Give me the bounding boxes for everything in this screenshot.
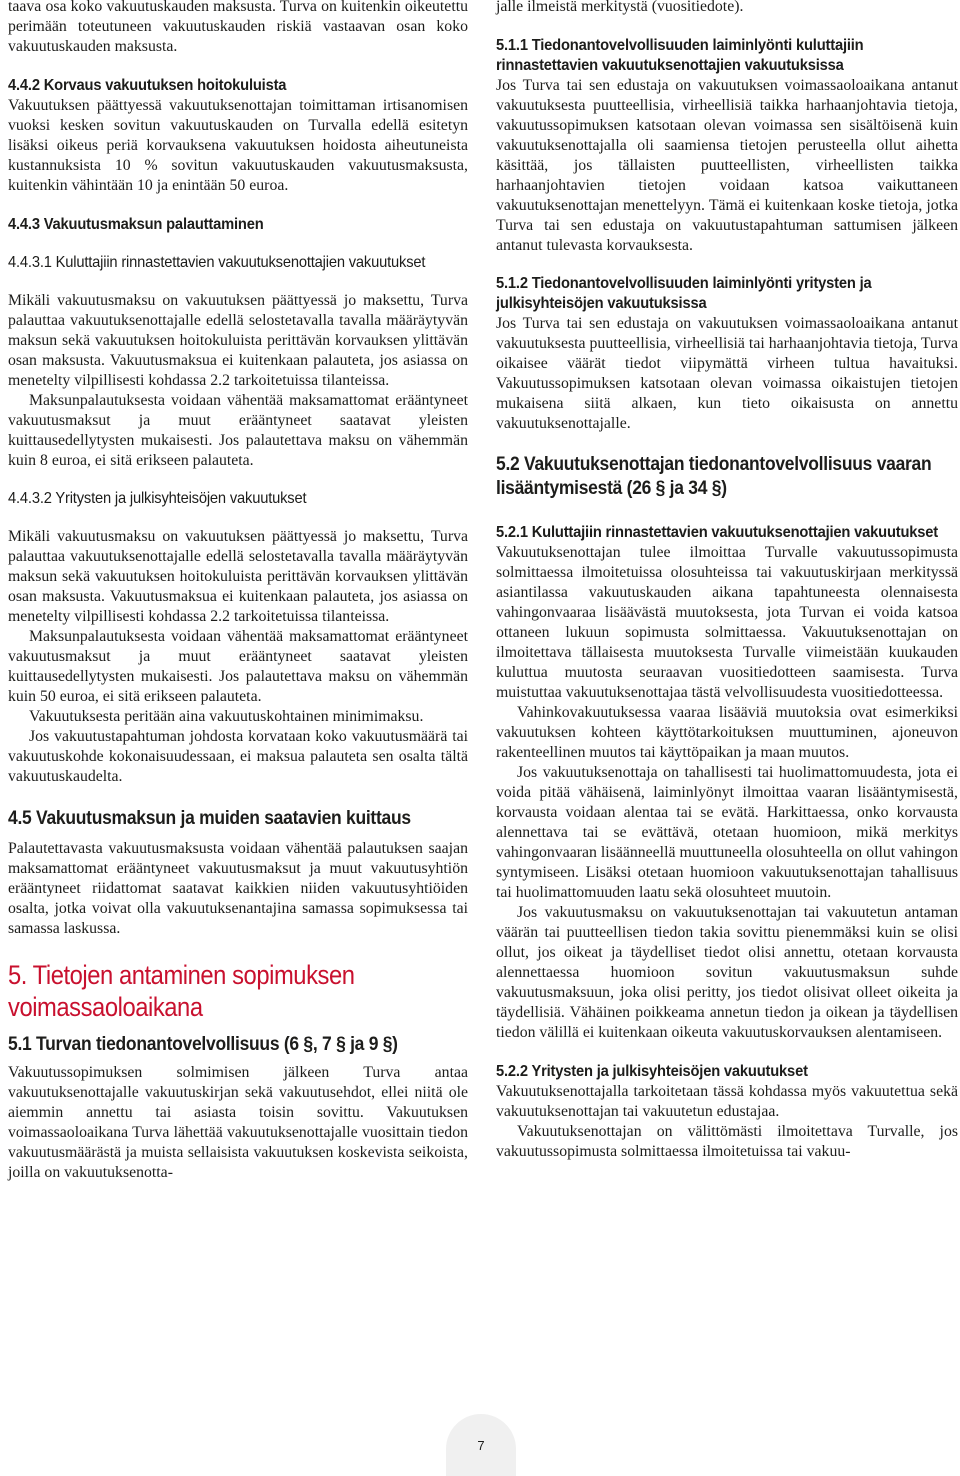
- section-4-4-2-paragraph: Vakuutuksen päättyessä vakuutuksenottajan toimittaman irtisanomisen vuoksi kesken sovitun vakuutuskauden on Turvalla edellä esitetyn lisäksi oikeus periä korvauksena vakuutuksen hoidosta aiheutuneista kustannuksista 10 % sovitun vakuutuskauden vakuutusmaksusta, kuitenkin vähintään 10 ja enintään 50 euroa.: [8, 97, 468, 194]
- section-4-4-3-2-paragraph-2: Maksunpalautuksesta voidaan vähentää maksamattomat erääntyneet vakuutusmaksut ja muut erääntyneet saatavat yleisten kuittausedellytysten mukaisesti. Jos palautettava maksu on vähemmän kuin 50 euroa, ei sitä erikseen palauteta.: [8, 628, 468, 705]
- section-5-2-2-heading: 5.2.2 Yritysten ja julkisyhteisöjen vakuutukset: [496, 1063, 808, 1080]
- section-4-5-paragraph: Palautettavasta vakuutusmaksusta voidaan vähentää palautuksen saajan maksamattomat erääntyneet vakuutusmaksut ja muut vakuutusyhtiön erääntyneet riidattomat saatavat kaikkien niiden vakuutusyhtiöiden osalta, jotka voivat olla vakuutuksenantajina samassa sopimuksessa tai samassa laskussa.: [8, 840, 468, 937]
- section-4-4-3-2-heading: 4.4.3.2 Yritysten ja julkisyhteisöjen vakuutukset: [8, 490, 307, 507]
- section-4-4-3-2-paragraph-1: Mikäli vakuutusmaksu on vakuutuksen päättyessä jo maksettu, Turva palauttaa vakuutuksenottajalle edellä selostetavalla tavalla määräytyvän maksun sekä vakuutuksen hoitokuluista perittävän korvauksen ylittävän osan maksusta. Vakuutusmaksua ei kuitenkaan palauteta, jos asiassa on menetelty vilpillisesti kohdassa 2.2 tarkoitetuissa tilanteissa.: [8, 528, 468, 625]
- section-5-1-2-paragraph: Jos Turva tai sen edustaja on vakuutuksen voimassaoloaikana antanut vakuutuksesta puutteellisia, virheellisiä tai harhaanjohtavia tietoja, Turva oikaisee väärät tiedot viipymättä virheen tultua havaituksi. Vakuutussopimuksen katsotaan olevan voimassa oikaistujen tietojen mukaisena siitä alkaen, kun tieto oikaisusta on annettu vakuutuksenottajalle.: [496, 315, 958, 432]
- continuation-paragraph: jalle ilmeistä merkitystä (vuositiedote).: [496, 0, 744, 15]
- section-5-heading: 5. Tietojen antaminen sopimuksen voimassaoloaikana: [8, 960, 355, 1022]
- section-4-4-3-1-paragraph-1: Mikäli vakuutusmaksu on vakuutuksen päättyessä jo maksettu, Turva palauttaa vakuutuksenottajalle edellä selostetavalla tavalla määräytyvän maksun sekä vakuutuksen hoitokuluista perittävän korvauksen ylittävän osan maksusta. Vakuutusmaksua ei kuitenkaan palauteta, jos asiassa on menetelty vilpillisesti kohdassa 2.2 tarkoitetuissa tilanteissa.: [8, 292, 468, 389]
- right-column: [496, 0, 958, 1162]
- page-number: 7: [446, 1414, 516, 1476]
- section-5-2-2-paragraph-2: Vakuutuksenottajan on välittömästi ilmoitettava Turvalle, jos vakuutussopimusta solmittaessa ilmoitetuissa tai vakuu-: [496, 1123, 958, 1160]
- section-5-2-1-heading: 5.2.1 Kuluttajiin rinnastettavien vakuutuksenottajien vakuutukset: [496, 524, 939, 541]
- section-5-2-1-paragraph-2: Vahinkovakuutuksessa vaaraa lisääviä muutoksia ovat esimerkiksi vakuutuksen kohteen käyttötarkoituksen muuttuminen, ajoneuvon rakenteellinen muutos tai käyttöpaikan ja maan muutos.: [496, 704, 958, 761]
- section-5-2-1-paragraph-1: Vakuutuksenottajan tulee ilmoittaa Turvalle vakuutussopimusta solmittaessa ilmoitetuissa olosuhteissa tai vakuutuskirjaan merkityssä asiantilassa vakuutuskauden aikana tapahtuneesta olennaisesta vahingonvaaraa lisäävästä muutoksesta, jota Turvan ei voida katsoa ottaneen lukuun sopimusta solmittaessa. Vakuutuksenottajan on ilmoitettava tällaisesta muutoksesta Turvalle viimeistään kuukauden kuluttua muutosta seuraavan vuositiedotteen saamisesta. Turva muistuttaa vakuutuksenottajaa tästä velvollisuudesta vuositiedotteessa.: [496, 544, 958, 701]
- section-5-2-heading: 5.2 Vakuutuksenottajan tiedonantovelvollisuus vaaran lisääntymisestä (26 § ja 34 §): [496, 454, 932, 499]
- section-4-4-3-2-paragraph-4: Jos vakuutustapahtuman johdosta korvataan koko vakuutusmäärä tai vakuutuskohde kokonaisuudessaan, ei maksua palauteta sen osalta tältä vakuutuskaudelta.: [8, 728, 468, 785]
- intro-paragraph: taava osa koko vakuutuskauden maksusta. Turva on kuitenkin oikeutettu perimään toteutuneen vakuutuskauden riskiä vastaavan osan koko vakuutuskauden maksusta.: [8, 0, 468, 55]
- section-5-1-paragraph: Vakuutussopimuksen solmimisen jälkeen Turva antaa vakuutuksenottajalle vakuutuskirjan sekä vakuutusehdot, ellei niitä ole aiemmin annettu tai asiasta toisin sovittu. Vakuutuksen voimassaoloaikana Turva lähettää vakuutuksenottajalle vuosittain tiedon vakuutusmäärästä ja muista sellaisista vakuutuksen koskevista seikoista, joilla on vakuutuksenotta-: [8, 1064, 468, 1181]
- section-5-1-1-paragraph: Jos Turva tai sen edustaja on vakuutuksen voimassaoloaikana antanut vakuutuksesta puutteellisia, virheellisiä taikka harhaanjohtavia tietoja, vakuutussopimuksen katsotaan olevan voimassa sen sisältöisenä kuin vakuutuksenottajalla oli saamiensa tietojen perusteella ollut aihetta käsittää, jos tällaisten puutteellisten, virheellisten taikka harhaanjohtavien tietojen voidaan katsoa vaikuttaneen vakuutuksenottajan menettelyyn. Tämä ei kuitenkaan koske tietoja, jotka Turva tai sen edustaja on vakuutustapahtuman sattumisen jälkeen antanut tulevasta korvauksesta.: [496, 77, 958, 254]
- section-4-4-2-heading: 4.4.2 Korvaus vakuutuksen hoitokuluista: [8, 77, 287, 94]
- section-4-4-3-heading: 4.4.3 Vakuutusmaksun palauttaminen: [8, 216, 264, 233]
- section-5-1-2-heading: 5.1.2 Tiedonantovelvollisuuden laiminlyönti yritysten ja julkisyhteisöjen vakuutuksissa: [496, 275, 872, 312]
- section-5-1-heading: 5.1 Turvan tiedonantovelvollisuus (6 §, 7 § ja 9 §): [8, 1034, 398, 1055]
- section-4-4-3-1-heading: 4.4.3.1 Kuluttajiin rinnastettavien vakuutuksenottajien vakuutukset: [8, 254, 426, 271]
- section-5-2-1-paragraph-3: Jos vakuutuksenottaja on tahallisesti tai huolimattomuudesta, jota ei voida pitää vähäisenä, laiminlyönyt ilmoittaa vaaran lisääntymisestä, korvausta voidaan alentaa tai se evätä. Harkittaessa, onko korvausta alennettava tai se evättävä, otetaan huomioon, mikä merkitys vahingonvaaran lisäänneellä muuttuneella olosuhteella on ollut vahingon syntymiseen. Lisäksi otetaan huomioon vakuutuksenottajan tahallisuus tai huolimattomuuden laatu sekä olosuhteet muutoin.: [496, 764, 958, 901]
- section-4-5-heading: 4.5 Vakuutusmaksun ja muiden saatavien kuittaus: [8, 808, 411, 829]
- section-4-4-3-1-paragraph-2: Maksunpalautuksesta voidaan vähentää maksamattomat erääntyneet vakuutusmaksut ja muut erääntyneet saatavat yleisten kuittausedellytysten mukaisesti. Jos palautettava maksu on vähemmän kuin 8 euroa, ei sitä erikseen palauteta.: [8, 392, 468, 469]
- section-4-4-3-2-paragraph-3: Vakuutuksesta peritään aina vakuutuskohtainen minimimaksu.: [29, 708, 424, 725]
- left-column: [8, 0, 468, 1183]
- section-5-1-1-heading: 5.1.1 Tiedonantovelvollisuuden laiminlyönti kuluttajiin rinnastettavien vakuutuksenottajien vakuutuksissa: [496, 37, 864, 74]
- section-5-2-2-paragraph-1: Vakuutuksenottajalla tarkoitetaan tässä kohdassa myös vakuutettua sekä vakuutuksenottajan tai vakuutetun edustajaa.: [496, 1083, 958, 1120]
- section-5-2-1-paragraph-4: Jos vakuutusmaksu on vakuutuksenottajan tai vakuutetun antaman väärän tai puutteellisen tiedon takia sovittu pienemmäksi kuin se olisi ollut, jos oikeat ja täydelliset tiedot olisi annettu, otetaan korvausta alennettaessa huomioon sovitun vakuutusmaksun suhde vakuutusmaksuun, joka olisi peritty, jos tiedot olisivat olleet oikeita ja täydellisiä. Vähäinen poikkeama annetun tiedon ja oikean ja täydellisen tiedon välillä ei kuitenkaan oikeuta vakuutuskorvauksen alentamiseen.: [496, 904, 958, 1041]
